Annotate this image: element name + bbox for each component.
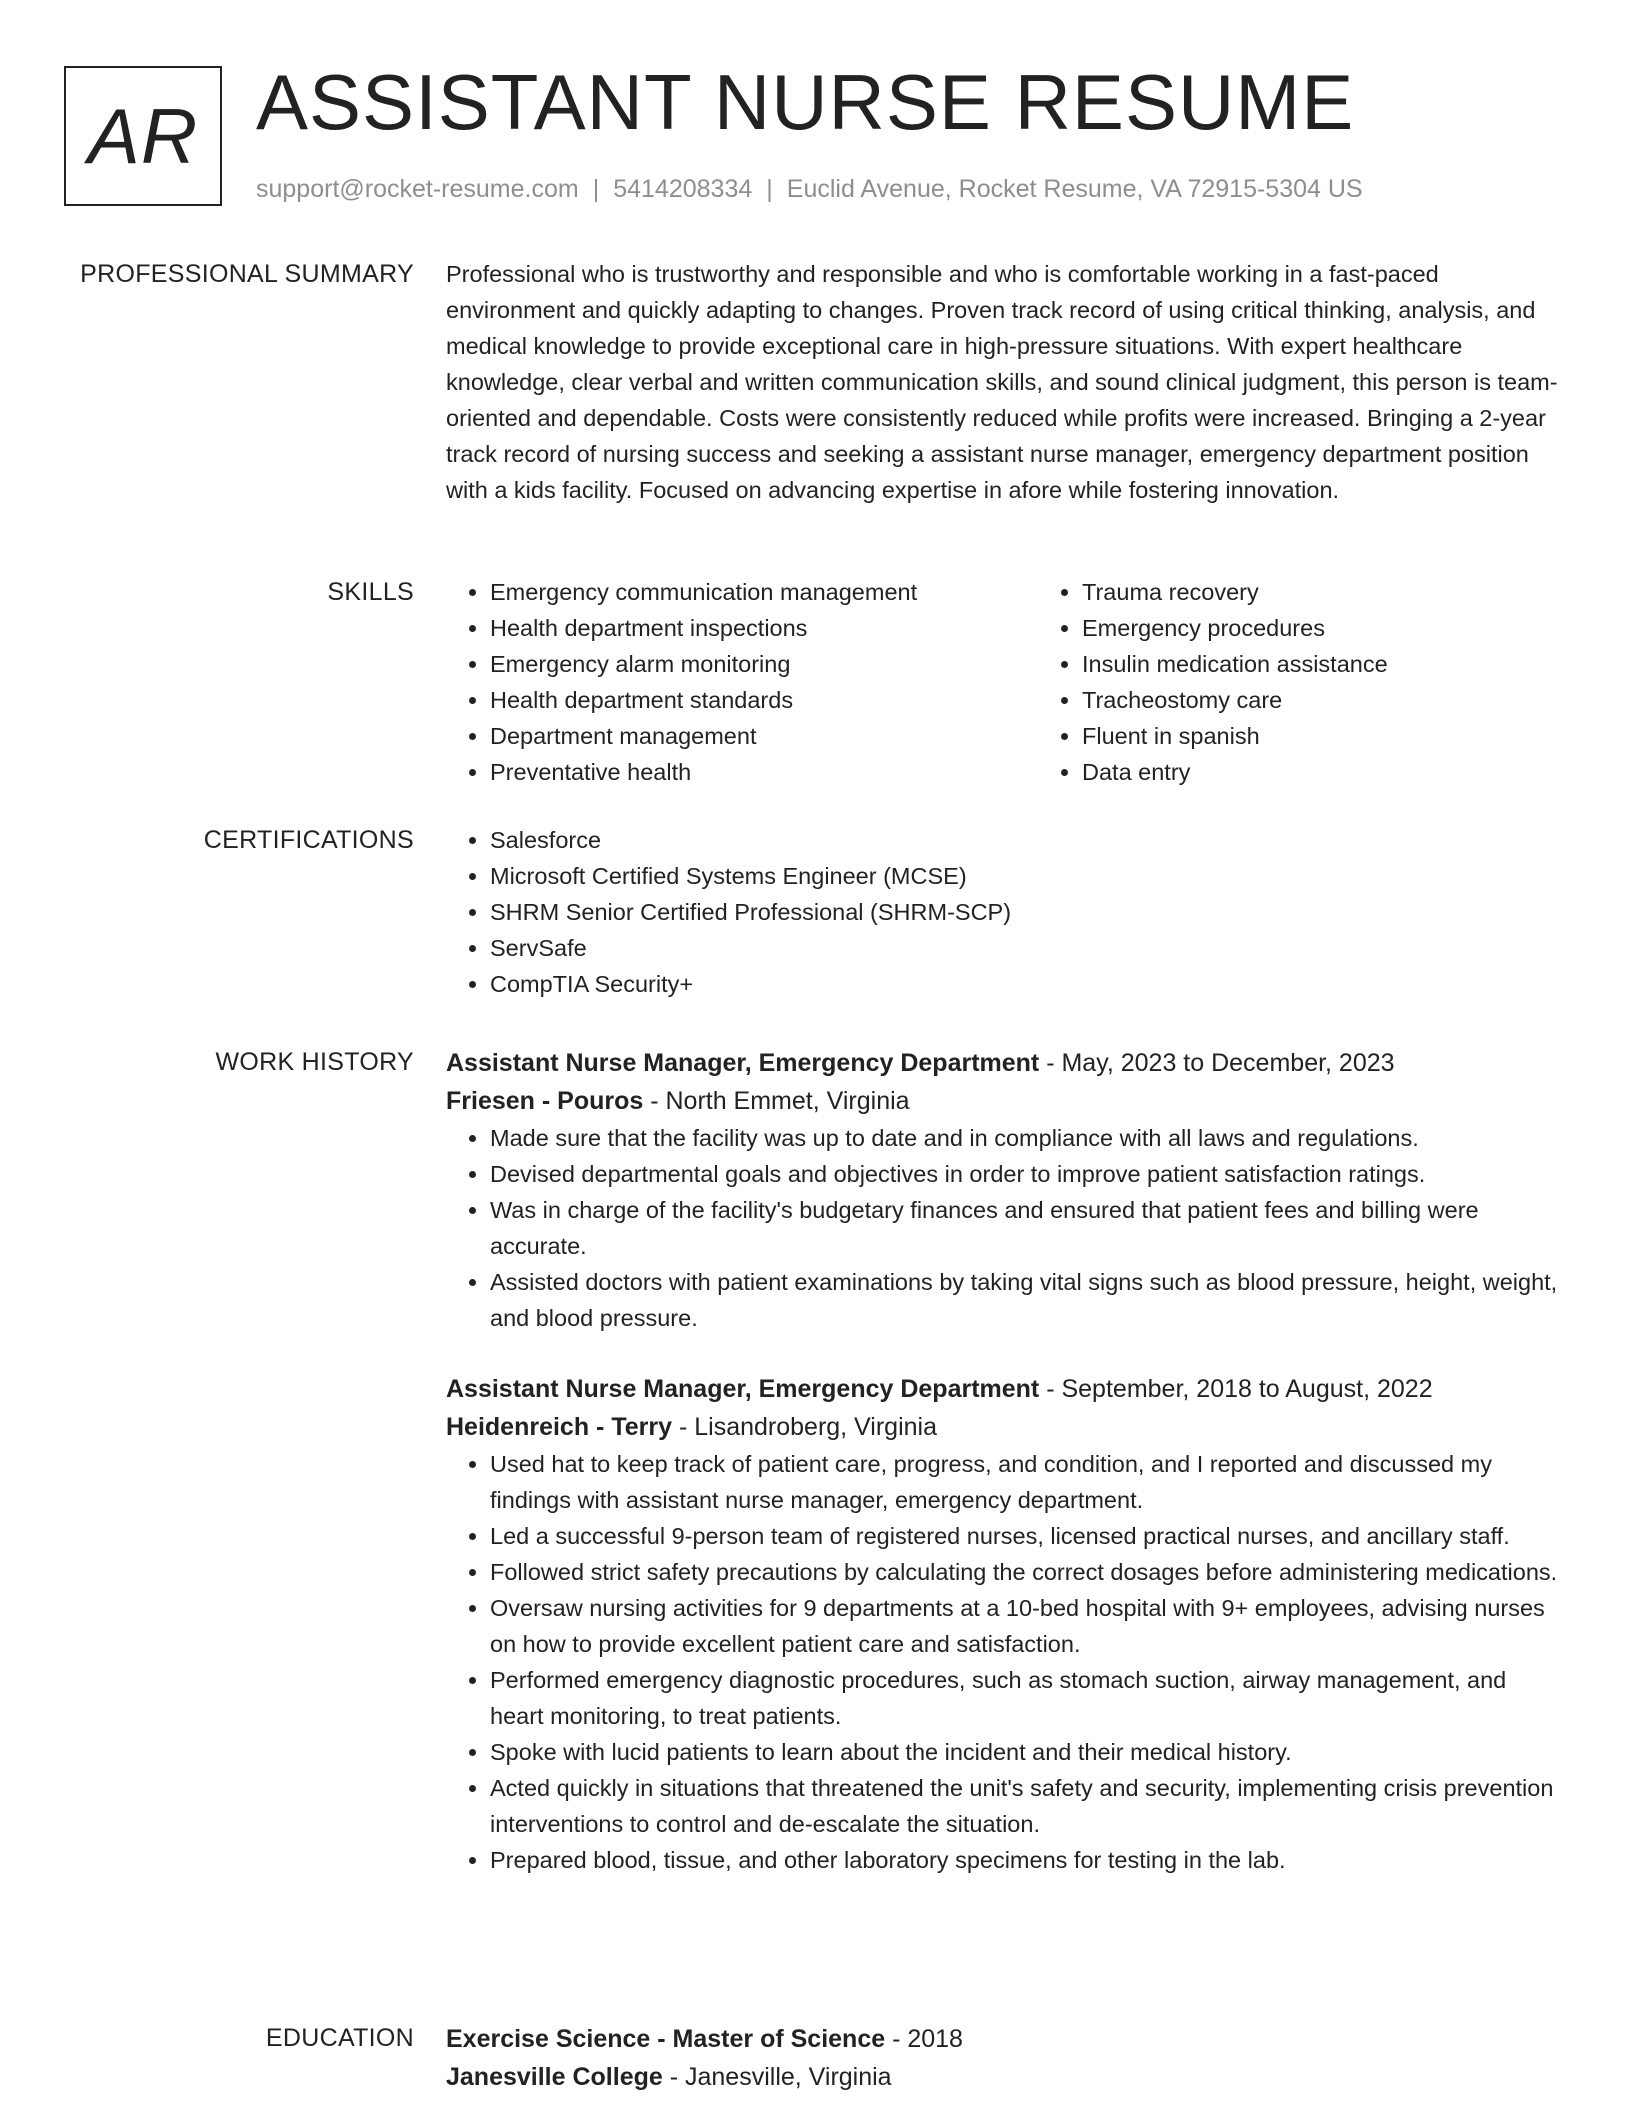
education-year: - 2018 — [885, 2025, 963, 2053]
skill-item: • Health department inspections — [490, 610, 1038, 646]
work-body — [446, 1044, 1562, 1878]
skills-column-1 — [446, 574, 1038, 790]
job-entry — [446, 1370, 1562, 1878]
skill-item: • Emergency procedures — [1082, 610, 1602, 646]
job-bullet: • Was in charge of the facility's budgetary finances and ensured that patient fees and billing were accurate. — [490, 1192, 1562, 1264]
job-bullet: • Followed strict safety precautions by calculating the correct dosages before administering medications. — [490, 1554, 1562, 1590]
job-bullet: • Oversaw nursing activities for 9 departments at a 10-bed hospital with 9+ employees, advising nurses on how to provide excellent patient care and satisfaction. — [490, 1590, 1562, 1662]
job-bullet: • Devised departmental goals and objectives in order to improve patient satisfaction ratings. — [490, 1156, 1562, 1192]
certification-item: • Salesforce — [490, 822, 1562, 858]
skill-item: • Department management — [490, 718, 1038, 754]
contact-phone[interactable]: 5414208334 — [613, 175, 753, 203]
job-bullet: • Acted quickly in situations that threatened the unit's safety and security, implementing crisis prevention interventions to control and de-escalate the situation. — [490, 1770, 1562, 1842]
education-degree: Exercise Science - Master of Science — [446, 2025, 886, 2053]
job-employer: Friesen - Pouros — [446, 1087, 644, 1115]
contact-separator: | — [766, 175, 773, 203]
job-dates: - May, 2023 to December, 2023 — [1039, 1049, 1395, 1077]
job-bullet: • Made sure that the facility was up to date and in compliance with all laws and regulations. — [490, 1120, 1562, 1156]
contact-email[interactable]: support@rocket-resume.com — [256, 175, 579, 203]
section-label-summary: PROFESSIONAL SUMMARY — [80, 260, 414, 288]
job-dates: - September, 2018 to August, 2022 — [1039, 1375, 1433, 1403]
skills-column-2 — [1038, 574, 1602, 790]
job-title: Assistant Nurse Manager, Emergency Department — [446, 1375, 1040, 1403]
summary-text: Professional who is trustworthy and responsible and who is comfortable working in a fast-paced environment and quickly adapting to changes. Proven track record of using critical thinking, analysis, and medical knowledge to provide exceptional care in high-pressure situations. With expert healthcare knowledge, clear verbal and written communication skills, and sound clinical judgment, this person is team-oriented and dependable. Costs were consistently reduced while profits were increased. Bringing a 2-year track record of nursing success and seeking a assistant nurse manager, emergency department position with a kids facility. Focused on advancing expertise in afore while fostering innovation. — [446, 261, 1558, 503]
summary-body — [446, 256, 1562, 508]
section-label-certifications: CERTIFICATIONS — [203, 826, 414, 854]
job-bullet: • Spoke with lucid patients to learn about the incident and their medical history. — [490, 1734, 1562, 1770]
contact-line — [256, 175, 1363, 204]
resume-title: ASSISTANT NURSE RESUME — [256, 58, 1355, 146]
skill-item: • Health department standards — [490, 682, 1038, 718]
job-bullet: • Led a successful 9-person team of registered nurses, licensed practical nurses, and ancillary staff. — [490, 1518, 1562, 1554]
job-title-line — [446, 1044, 1562, 1082]
contact-address: Euclid Avenue, Rocket Resume, VA 72915-5304 US — [786, 175, 1363, 203]
job-bullets — [446, 1120, 1562, 1336]
job-bullet: • Performed emergency diagnostic procedures, such as stomach suction, airway management, and heart monitoring, to treat patients. — [490, 1662, 1562, 1734]
job-bullet: • Assisted doctors with patient examinations by taking vital signs such as blood pressure, height, weight, and blood pressure. — [490, 1264, 1562, 1336]
skill-item: • Data entry — [1082, 754, 1602, 790]
certifications-body — [446, 822, 1562, 1002]
job-entry — [446, 1044, 1562, 1336]
education-school-line — [446, 2058, 1562, 2096]
job-location: - North Emmet, Virginia — [643, 1087, 910, 1115]
skill-item: • Fluent in spanish — [1082, 718, 1602, 754]
contact-separator: | — [592, 175, 600, 203]
skill-item: • Preventative health — [490, 754, 1038, 790]
education-school: Janesville College — [446, 2063, 663, 2091]
section-label-education: EDUCATION — [265, 2024, 414, 2052]
certification-item: • Microsoft Certified Systems Engineer (MCSE) — [490, 858, 1562, 894]
job-bullet: • Used hat to keep track of patient care, progress, and condition, and I reported and discussed my findings with assistant nurse manager, emergency department. — [490, 1446, 1562, 1518]
job-employer: Heidenreich - Terry — [446, 1413, 673, 1441]
monogram-initials: AR — [87, 91, 199, 180]
skill-item: • Insulin medication assistance — [1082, 646, 1602, 682]
certification-item: • CompTIA Security+ — [490, 966, 1562, 1002]
skill-item: • Emergency alarm monitoring — [490, 646, 1038, 682]
certifications-list — [446, 822, 1562, 1002]
job-employer-line — [446, 1408, 1562, 1446]
job-location: - Lisandroberg, Virginia — [672, 1413, 937, 1441]
section-label-work: WORK HISTORY — [215, 1048, 414, 1076]
job-title: Assistant Nurse Manager, Emergency Department — [446, 1049, 1040, 1077]
education-location: - Janesville, Virginia — [662, 2063, 892, 2091]
job-bullets — [446, 1446, 1562, 1878]
skills-grid — [446, 574, 1562, 790]
certification-item: • SHRM Senior Certified Professional (SHRM-SCP) — [490, 894, 1562, 930]
job-bullet: • Prepared blood, tissue, and other laboratory specimens for testing in the lab. — [490, 1842, 1562, 1878]
section-label-skills: SKILLS — [327, 578, 414, 606]
skill-item: • Emergency communication management — [490, 574, 1038, 610]
education-body — [446, 2020, 1562, 2096]
skill-item: • Tracheostomy care — [1082, 682, 1602, 718]
certification-item: • ServSafe — [490, 930, 1562, 966]
monogram — [64, 66, 222, 206]
job-employer-line — [446, 1082, 1562, 1120]
skill-item: • Trauma recovery — [1082, 574, 1602, 610]
education-degree-line — [446, 2020, 1562, 2058]
job-title-line — [446, 1370, 1562, 1408]
